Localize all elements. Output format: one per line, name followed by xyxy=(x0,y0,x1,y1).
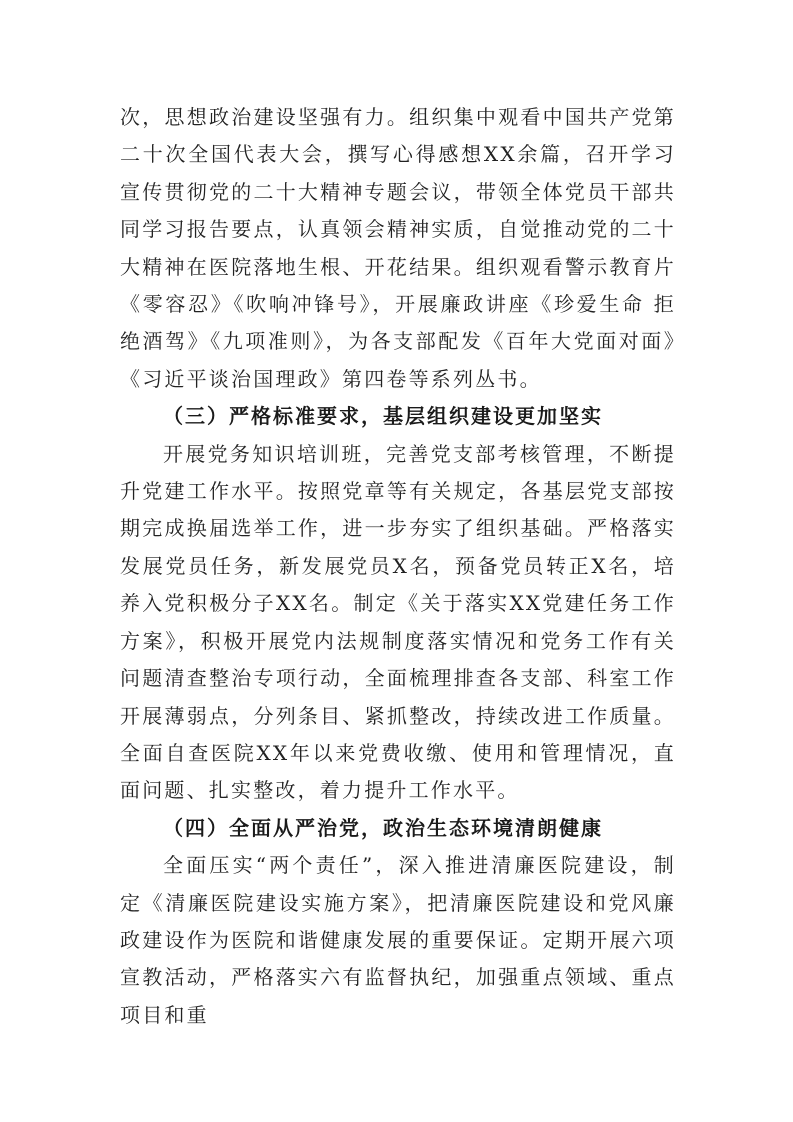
paragraph-body: 开展党务知识培训班，完善党支部考核管理，不断提升党建工作水平。按照党章等有关规定，各基层党支部按期完成换届选举工作，进一步夯实了组织基础。严格落实发展党员任务，新发展党员X名，预备党员转正X名，培养入党积极分子XX名。制定《关于落实XX党建任务工作方案》，积极开展党内法规制度落实情况和党务工作有关问题清查整治专项行动，全面梳理排查各支部、科室工作开展薄弱点，分列条目、紧抓整改，持续改进工作质量。全面自查医院XX年以来党费收缴、使用和管理情况，直面问题、扎实整改，着力提升工作水平。 xyxy=(120,441,676,803)
paragraph-body: 全面压实“两个责任”，深入推进清廉医院建设，制定《清廉医院建设实施方案》，把清廉医院建设和党风廉政建设作为医院和谐健康发展的重要保证。定期开展六项宣教活动，严格落实六有监督执纪，加强重点领域、重点项目和重 xyxy=(120,853,676,1027)
section-heading-3: （三）严格标准要求，基层组织建设更加坚实 xyxy=(163,404,603,429)
document-page xyxy=(120,99,676,1034)
paragraph-body-continued: 次，思想政治建设坚强有力。组织集中观看中国共产党第二十次全国代表大会，撰写心得感想XX余篇，召开学习宣传贯彻党的二十大精神专题会议，带领全体党员干部共同学习报告要点，认真领会精神实质，自觉推动党的二十大精神在医院落地生根、开花结果。组织观看警示教育片《零容忍》《吹响冲锋号》，开展廉政讲座《珍爱生命 拒绝酒驾》《九项准则》，为各支部配发《百年大党面对面》《习近平谈治国理政》第四卷等系列丛书。 xyxy=(120,105,676,391)
section-heading-4: （四）全面从严治党，政治生态环境清朗健康 xyxy=(163,815,603,840)
